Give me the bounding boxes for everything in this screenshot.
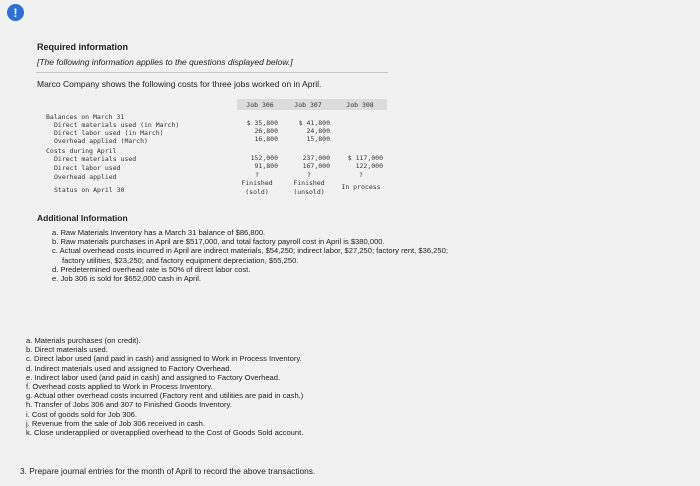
cell-306-dm-march: $ 35,800: [246, 119, 278, 127]
cell-307-oh-april: ?: [307, 171, 311, 179]
row-label-balances: Balances on March 31: [46, 113, 125, 121]
list-item: f. Overhead costs applied to Work in Process Inventory.: [26, 382, 213, 392]
row-label-oh-march: Overhead applied (March): [54, 137, 148, 145]
transactions-list: [26, 336, 303, 437]
list-item: k. Close underapplied or overapplied overhead to the Cost of Goods Sold account.: [26, 428, 304, 438]
section-title: Required information: [37, 42, 129, 52]
cell-306-dl-march: 26,800: [254, 127, 278, 135]
row-label-status: Status on April 30: [54, 186, 125, 194]
cell-307-dl-march: 24,800: [306, 127, 330, 135]
list-item: g. Actual other overhead costs incurred (Factory rent and utilities are paid in cash.): [26, 391, 304, 401]
question-text: 3. Prepare journal entries for the month of April to record the above transactions.: [20, 466, 316, 476]
list-item: d. Predetermined overhead rate is 50% of direct labor cost.: [52, 264, 251, 274]
cell-307-dm-april: 237,000: [302, 154, 330, 162]
cell-307-status-line1: Finished: [293, 179, 325, 187]
list-item: a. Raw Materials Inventory has a March 31 balance of $86,800.: [52, 228, 266, 237]
additional-info-list: [52, 228, 448, 283]
row-label-dl-march: Direct labor used (in March): [54, 129, 164, 137]
cell-307-oh-march: 15,800: [306, 135, 330, 143]
cell-308-dm-april: $ 117,000: [347, 154, 383, 162]
cell-306-oh-march: 16,800: [254, 135, 278, 143]
list-item: c. Actual overhead costs incurred in April are indirect materials, $54,250; indirect labor, $27,250; factory rent, $36,250;: [52, 246, 448, 256]
row-label-oh-april: Overhead applied: [54, 173, 117, 181]
list-item: factory utilities, $23,250; and factory equipment depreciation, $55,250.: [62, 255, 299, 265]
cell-306-status-line1: Finished: [241, 179, 273, 187]
list-item: c. Direct labor used (and paid in cash) and assigned to Work in Process Inventory.: [26, 354, 302, 364]
cell-308-status: In process: [341, 183, 381, 191]
col-header-job-308: Job 308: [346, 101, 374, 109]
row-label-dl-april: Direct labor used: [54, 164, 121, 172]
cell-308-oh-april: ?: [359, 171, 363, 179]
col-header-job-307: Job 307: [294, 101, 322, 109]
list-item: b. Direct materials used.: [26, 345, 108, 355]
cell-306-dm-april: 152,000: [250, 154, 278, 162]
cell-307-status-line2: (unsold): [293, 188, 325, 196]
row-label-dm-march: Direct materials used (in March): [54, 121, 180, 129]
cell-308-dl-april: 122,000: [355, 162, 383, 170]
divider: [36, 72, 388, 73]
cell-307-dm-march: $ 41,800: [298, 119, 330, 127]
row-label-costs-april: Costs during April: [46, 147, 117, 155]
job-cost-table: [40, 98, 390, 198]
list-item: e. Indirect labor used (and paid in cash) and assigned to Factory Overhead.: [26, 372, 281, 382]
cell-306-dl-april: 91,800: [254, 162, 278, 170]
list-item: i. Cost of goods sold for Job 306.: [26, 409, 138, 419]
list-item: a. Materials purchases (on credit).: [26, 336, 141, 345]
instruction-note: [The following information applies to the questions displayed below.]: [37, 57, 293, 67]
col-header-job-306: Job 306: [246, 101, 274, 109]
cell-307-dl-april: 167,000: [302, 162, 330, 170]
additional-info-heading: Additional Information: [37, 213, 128, 223]
list-item: h. Transfer of Jobs 306 and 307 to Finished Goods Inventory.: [26, 400, 232, 410]
cell-306-oh-april: ?: [255, 171, 259, 179]
intro-text: Marco Company shows the following costs for three jobs worked on in April.: [37, 79, 322, 89]
cell-306-status-line2: (sold): [245, 188, 269, 196]
list-item: d. Indirect materials used and assigned to Factory Overhead.: [26, 363, 232, 373]
alert-icon: !: [7, 4, 24, 21]
list-item: b. Raw materials purchases in April are $517,000, and total factory payroll cost in April is $380,000.: [52, 237, 385, 247]
list-item: j. Revenue from the sale of Job 306 received in cash.: [26, 418, 205, 428]
row-label-dm-april: Direct materials used: [54, 155, 137, 163]
list-item: e. Job 306 is sold for $652,000 cash in April.: [52, 274, 202, 284]
